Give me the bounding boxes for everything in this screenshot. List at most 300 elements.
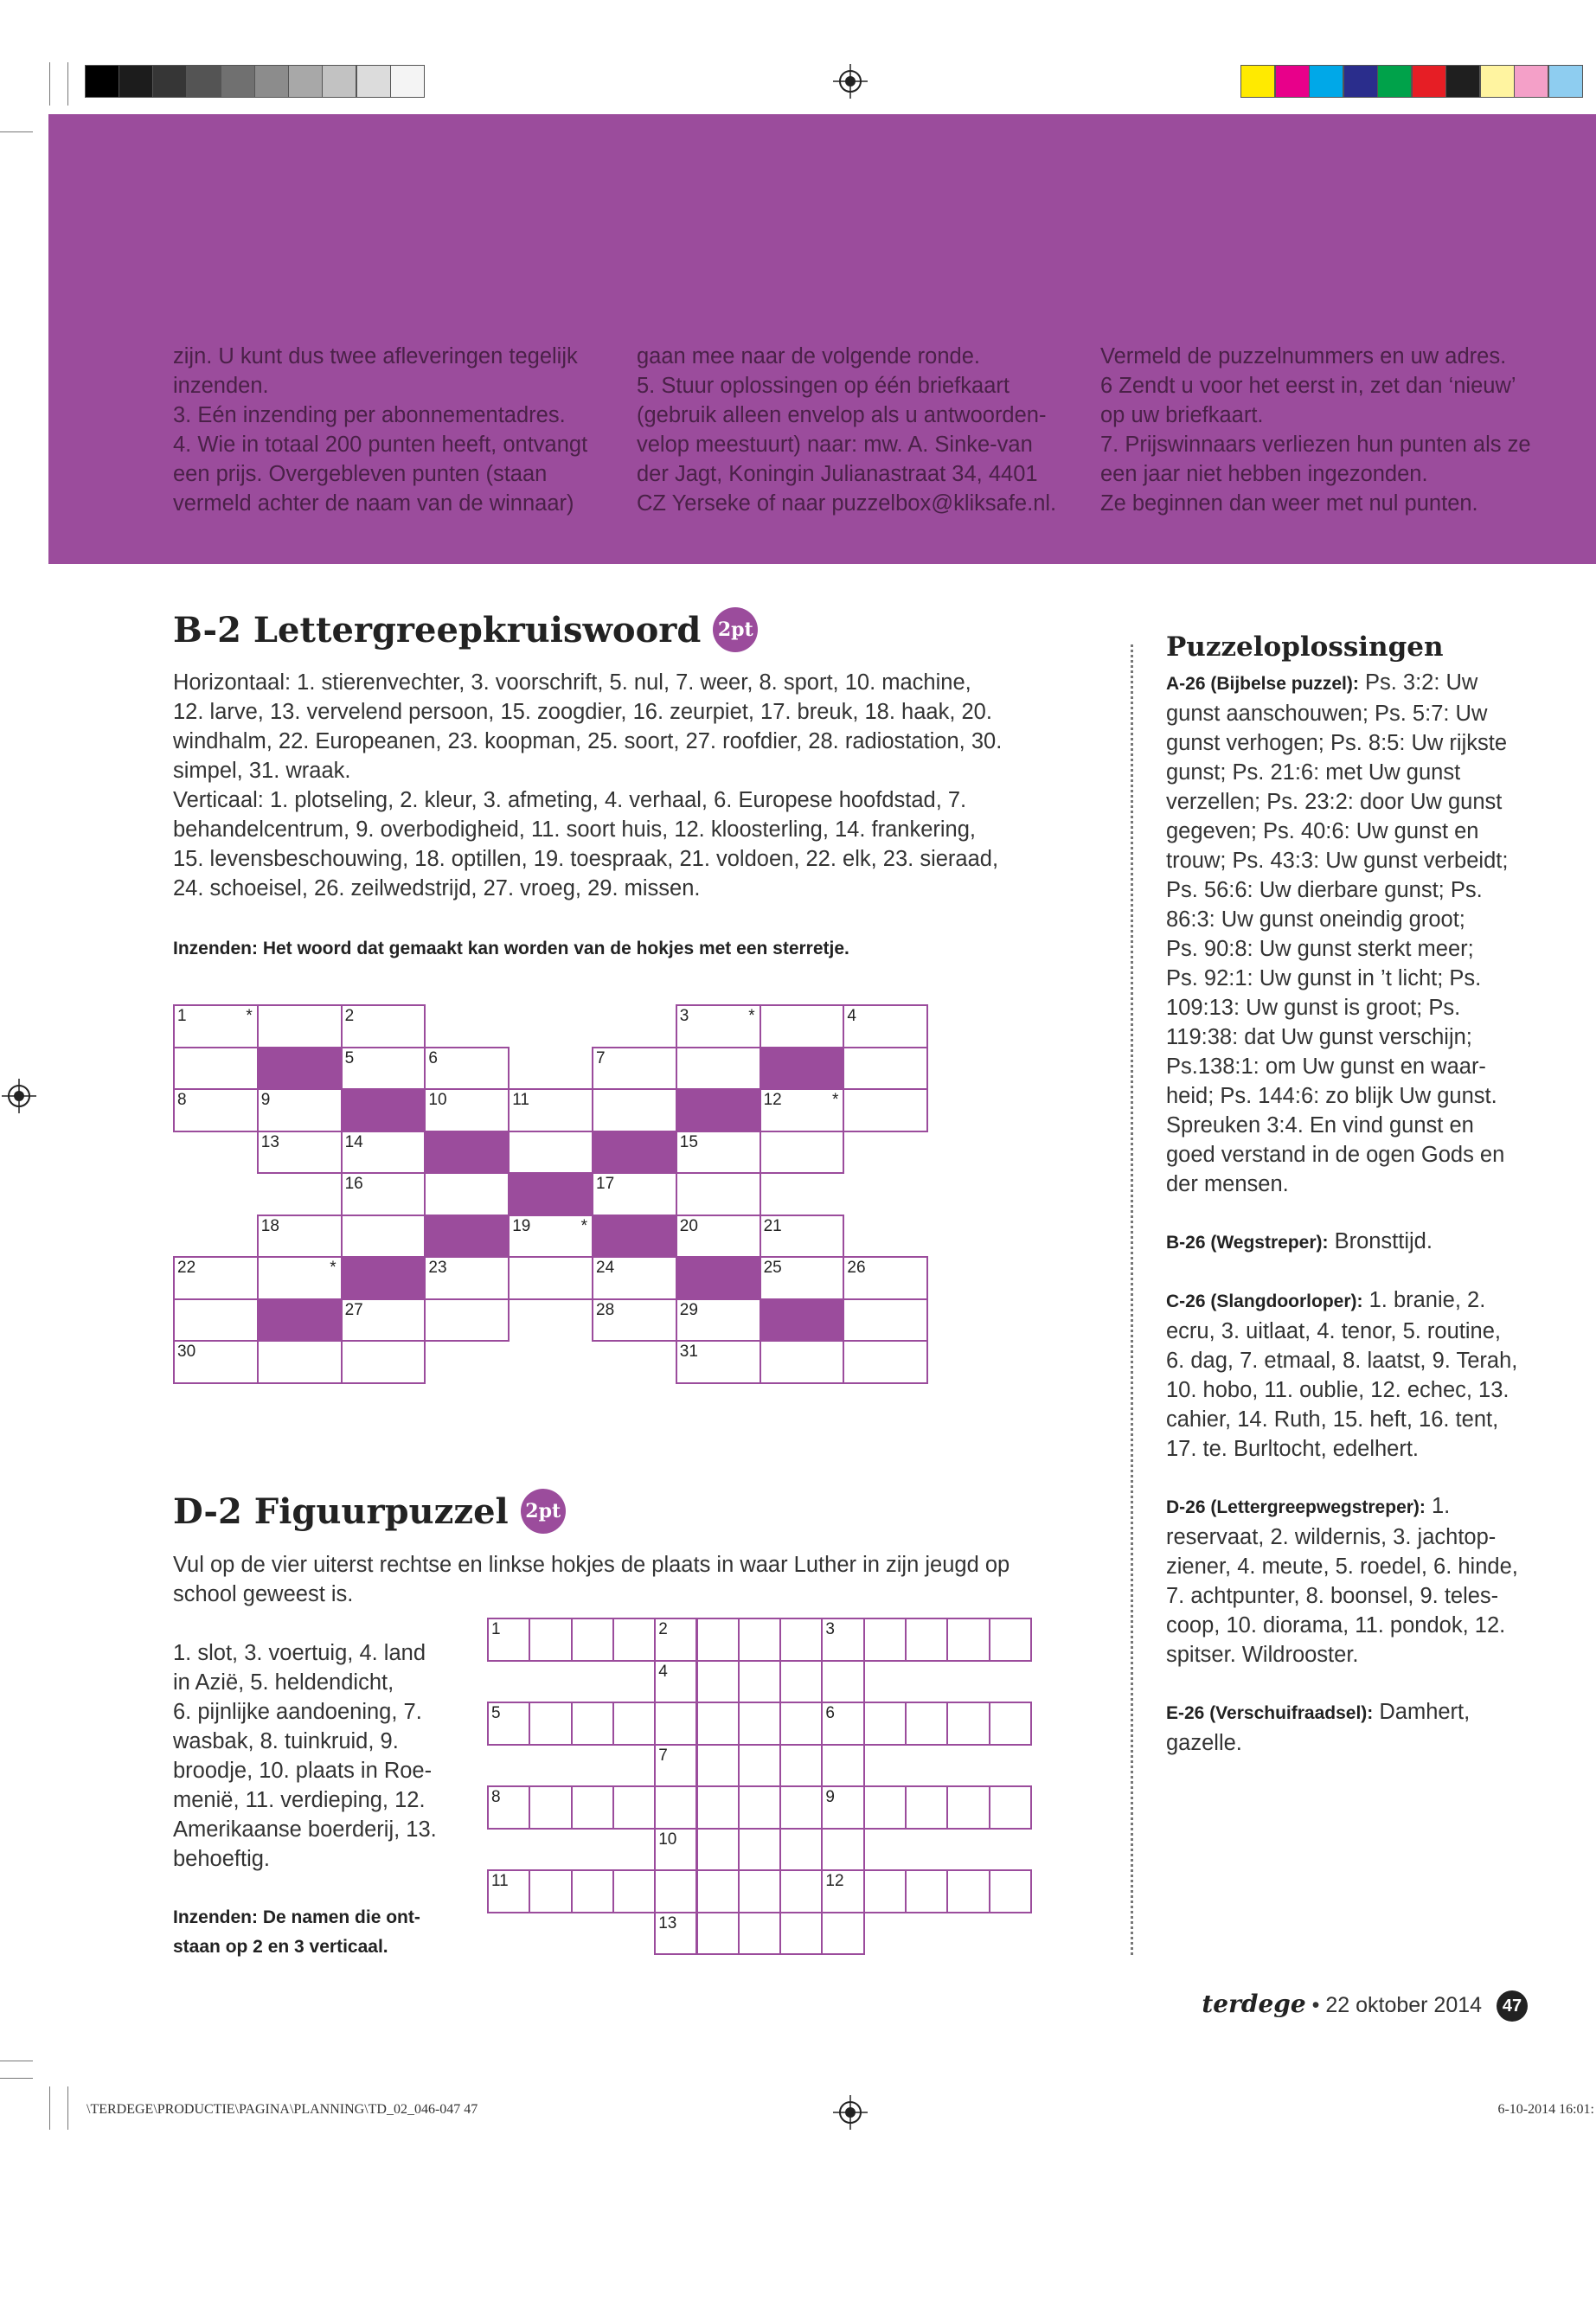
- grid-cell[interactable]: [571, 1702, 614, 1746]
- grid-cell[interactable]: [905, 1618, 948, 1662]
- grid-cell[interactable]: [341, 1340, 426, 1384]
- grid-cell[interactable]: [612, 1869, 656, 1913]
- grid-cell[interactable]: [821, 1702, 864, 1746]
- grid-cell[interactable]: [696, 1912, 740, 1956]
- grid-cell[interactable]: [487, 1618, 530, 1662]
- grid-cell[interactable]: [257, 1088, 343, 1132]
- grid-cell[interactable]: [779, 1912, 823, 1956]
- clue-line: menië, 11. verdieping, 12.: [173, 1788, 426, 1812]
- cell-number: 5: [344, 1048, 355, 1067]
- solution-label: A-26 (Bijbelse puzzel):: [1166, 674, 1359, 694]
- grid-cell[interactable]: [592, 1256, 677, 1300]
- grid-cell[interactable]: [863, 1618, 907, 1662]
- solution-label: B-26 (Wegstreper):: [1166, 1233, 1329, 1253]
- grid-cell[interactable]: [341, 1215, 426, 1259]
- rules-line: Vermeld de puzzelnummers en uw adres.: [1100, 344, 1507, 369]
- rules-line: een jaar niet hebben ingezonden.: [1100, 462, 1428, 486]
- footer-separator: •: [1311, 1993, 1320, 2017]
- cell-number: 22: [177, 1259, 196, 1277]
- b2-submit-note-text: Inzenden: Het woord dat gemaakt kan worden van de hokjes met een sterretje.: [173, 939, 849, 958]
- color-swatch: [1548, 65, 1583, 98]
- rules-line: der Jagt, Koningin Julianastraat 34, 4401: [637, 462, 1038, 486]
- grid-cell[interactable]: [571, 1785, 614, 1830]
- grid-cell[interactable]: [654, 1660, 697, 1704]
- solution-line: trouw; Ps. 43:3: Uw gunst verbeidt;: [1166, 849, 1509, 873]
- solution-line: gegeven; Ps. 40:6: Uw gunst en: [1166, 819, 1479, 843]
- grid-cell[interactable]: [529, 1785, 572, 1830]
- grid-cell[interactable]: [592, 1088, 677, 1132]
- solutions-title: Puzzeloplossingen: [1166, 631, 1444, 663]
- solution-line: Ps.138:1: om Uw gunst en waar-: [1166, 1054, 1486, 1079]
- grid-cell[interactable]: [738, 1828, 781, 1872]
- grid-cell[interactable]: [989, 1869, 1032, 1913]
- page-footer: [1202, 1990, 1528, 2022]
- grid-cell[interactable]: [696, 1702, 740, 1746]
- terdege-logo: terdege: [1202, 1990, 1306, 2018]
- solution-line: reservaat, 2. wildernis, 3. jachtop-: [1166, 1525, 1497, 1549]
- grid-cell[interactable]: [654, 1869, 697, 1913]
- solution-line: Spreuken 3:4. En vind gunst en: [1166, 1113, 1474, 1138]
- grid-cell[interactable]: [696, 1744, 740, 1788]
- grid-cell[interactable]: [821, 1744, 864, 1788]
- clue-line: simpel, 31. wraak.: [173, 759, 351, 783]
- grid-cell[interactable]: [592, 1298, 677, 1343]
- grid-cell[interactable]: [257, 1004, 343, 1048]
- gray-swatch: [187, 65, 221, 98]
- footer-date: 22 oktober 2014: [1325, 1993, 1483, 2017]
- grid-cell[interactable]: [612, 1618, 656, 1662]
- grid-cell[interactable]: [738, 1618, 781, 1662]
- grid-cell[interactable]: [863, 1702, 907, 1746]
- color-swatch: [1275, 65, 1310, 98]
- note-line: staan op 2 en 3 verticaal.: [173, 1937, 388, 1957]
- grid-cell[interactable]: [341, 1298, 426, 1343]
- solution-text: Damhert,: [1373, 1700, 1471, 1724]
- clue-line: 6. pijnlijke aandoening, 7.: [173, 1700, 422, 1724]
- rules-line: op uw briefkaart.: [1100, 403, 1264, 427]
- cell-number: 5: [491, 1704, 501, 1722]
- solution-line: gunst aanschouwen; Ps. 5:7: Uw: [1166, 702, 1488, 726]
- black-cell: [508, 1172, 593, 1216]
- cell-number: 28: [596, 1300, 615, 1319]
- solution-label: C-26 (Slangdoorloper):: [1166, 1292, 1363, 1311]
- grid-cell[interactable]: [676, 1131, 761, 1175]
- solution-line: spitser. Wildrooster.: [1166, 1643, 1359, 1667]
- grid-cell[interactable]: [341, 1131, 426, 1175]
- grid-cell[interactable]: [173, 1047, 259, 1091]
- b2-clues: [173, 668, 1002, 903]
- grid-cell[interactable]: [821, 1912, 864, 1956]
- solution-line: verzellen; Ps. 23:2: door Uw gunst: [1166, 790, 1503, 814]
- grid-cell[interactable]: [779, 1744, 823, 1788]
- grid-cell[interactable]: [592, 1047, 677, 1091]
- color-swatch: [1343, 65, 1378, 98]
- grid-cell[interactable]: [173, 1298, 259, 1343]
- clue-line: behoeftig.: [173, 1847, 271, 1871]
- black-cell: [760, 1047, 845, 1091]
- cell-number: 10: [428, 1091, 447, 1109]
- grid-cell[interactable]: [989, 1702, 1032, 1746]
- black-cell: [341, 1088, 426, 1132]
- column-divider: [1131, 644, 1133, 1955]
- rules-line: inzenden.: [173, 374, 269, 398]
- grid-cell[interactable]: [905, 1869, 948, 1913]
- grid-cell[interactable]: [760, 1340, 845, 1384]
- cell-number: 7: [596, 1048, 606, 1067]
- color-swatch: [1309, 65, 1343, 98]
- b2-title: [173, 610, 758, 656]
- crop-mark: [0, 2078, 33, 2079]
- clue-line: Horizontaal: 1. stierenvechter, 3. voorschrift, 5. nul, 7. weer, 8. sport, 10. machine,: [173, 670, 971, 695]
- crop-mark: [67, 62, 68, 106]
- grid-cell[interactable]: [760, 1004, 845, 1048]
- cell-number: 20: [679, 1216, 698, 1235]
- grid-cell[interactable]: [173, 1256, 259, 1300]
- cell-number: 17: [596, 1175, 615, 1193]
- grid-cell[interactable]: [571, 1618, 614, 1662]
- grid-cell[interactable]: [487, 1869, 530, 1913]
- solution-line: coop, 10. diorama, 11. pondok, 12.: [1166, 1613, 1506, 1638]
- intro-line: Vul op de vier uiterst rechtse en linkse hokjes de plaats in waar Luther in zijn jeugd op: [173, 1553, 1010, 1577]
- clue-line: in Azië, 5. heldendicht,: [173, 1670, 394, 1695]
- rules-line: 4. Wie in totaal 200 punten heeft, ontvangt: [173, 433, 588, 457]
- grid-cell[interactable]: [508, 1131, 593, 1175]
- solution-line: 17. te. Burltocht, edelhert.: [1166, 1437, 1420, 1461]
- grid-cell[interactable]: [760, 1131, 845, 1175]
- grid-cell[interactable]: [821, 1660, 864, 1704]
- black-cell: [257, 1047, 343, 1091]
- cell-number: 13: [658, 1913, 677, 1932]
- grid-cell[interactable]: [738, 1912, 781, 1956]
- solution-line: 119:38: dat Uw gunst verschijn;: [1166, 1025, 1472, 1049]
- cell-number: 4: [847, 1007, 856, 1025]
- grid-cell[interactable]: [905, 1785, 948, 1830]
- solution-b26: [1166, 1227, 1433, 1258]
- b2-crossword-grid: [173, 1004, 927, 1383]
- grid-cell[interactable]: [508, 1215, 593, 1259]
- black-cell: [676, 1088, 761, 1132]
- crop-mark: [0, 131, 33, 132]
- grid-cell[interactable]: [424, 1298, 510, 1343]
- rules-line: velop meestuurt) naar: mw. A. Sinke-van: [637, 433, 1033, 457]
- d2-clues: [173, 1638, 437, 1874]
- gray-swatch: [390, 65, 425, 98]
- cell-number: 12: [825, 1872, 844, 1890]
- intro-line: school geweest is.: [173, 1582, 354, 1606]
- cell-number: 6: [428, 1048, 438, 1067]
- black-cell: [760, 1298, 845, 1343]
- gray-swatch: [322, 65, 356, 98]
- grid-cell[interactable]: [676, 1004, 761, 1048]
- d2-intro: [173, 1550, 1010, 1609]
- gray-swatch: [119, 65, 153, 98]
- cell-number: 9: [825, 1788, 835, 1806]
- black-cell: [257, 1298, 343, 1343]
- cell-number: 11: [491, 1872, 509, 1890]
- black-cell: [592, 1131, 677, 1175]
- color-swatch: [1480, 65, 1515, 98]
- grid-cell[interactable]: [257, 1215, 343, 1259]
- grid-cell[interactable]: [676, 1172, 761, 1216]
- file-slug: \TERDEGE\PRODUCTIE\PAGINA\PLANNING\TD_02_046-047 47: [87, 2102, 478, 2117]
- solution-text: Ps. 3:2: Uw: [1358, 670, 1478, 695]
- grid-cell[interactable]: [424, 1172, 510, 1216]
- grid-cell[interactable]: [738, 1869, 781, 1913]
- d2-points-badge: 2pt: [521, 1489, 566, 1534]
- cell-number: 9: [260, 1091, 271, 1109]
- grid-cell[interactable]: [257, 1340, 343, 1384]
- solution-text: 1. branie, 2.: [1362, 1288, 1486, 1312]
- grid-cell[interactable]: [612, 1702, 656, 1746]
- timestamp-slug: 6-10-2014 16:01:: [1497, 2102, 1594, 2117]
- grid-cell[interactable]: [529, 1702, 572, 1746]
- cell-number: 2: [344, 1007, 355, 1025]
- grid-cell[interactable]: [341, 1172, 426, 1216]
- solution-line: 86:3: Uw gunst oneindig groot;: [1166, 907, 1465, 932]
- grid-cell[interactable]: [424, 1088, 510, 1132]
- color-swatch: [1240, 65, 1275, 98]
- solution-line: gazelle.: [1166, 1731, 1242, 1755]
- solution-line: 109:13: Uw gunst is groot; Ps.: [1166, 996, 1461, 1020]
- grid-cell[interactable]: [508, 1256, 593, 1300]
- b2-submit-note: [173, 934, 849, 964]
- grid-cell[interactable]: [676, 1047, 761, 1091]
- grid-cell[interactable]: [779, 1828, 823, 1872]
- cell-number: 12: [763, 1091, 782, 1109]
- cell-number: 13: [260, 1132, 279, 1151]
- grid-cell[interactable]: [487, 1702, 530, 1746]
- grid-cell[interactable]: [946, 1785, 990, 1830]
- cell-number: 26: [847, 1259, 866, 1277]
- cell-number: 4: [658, 1662, 668, 1681]
- grid-cell[interactable]: [654, 1828, 697, 1872]
- gray-swatch: [356, 65, 391, 98]
- color-swatch: [1445, 65, 1480, 98]
- grid-cell[interactable]: [341, 1004, 426, 1048]
- rules-line: 7. Prijswinnaars verliezen hun punten als ze: [1100, 433, 1531, 457]
- grid-cell[interactable]: [654, 1744, 697, 1788]
- solution-line: 10. hobo, 11. oublie, 12. echec, 13.: [1166, 1378, 1509, 1402]
- solution-line: ecru, 3. uitlaat, 4. tenor, 5. routine,: [1166, 1319, 1501, 1343]
- cell-number: 8: [491, 1788, 501, 1806]
- grid-cell[interactable]: [905, 1702, 948, 1746]
- cell-number: 7: [658, 1746, 668, 1765]
- solution-line: goed verstand in de ogen Gods en: [1166, 1143, 1505, 1167]
- grid-cell[interactable]: [424, 1047, 510, 1091]
- cell-number: 16: [344, 1175, 363, 1193]
- grid-cell[interactable]: [946, 1869, 990, 1913]
- cell-number: 3: [825, 1620, 835, 1638]
- d2-title: [173, 1491, 566, 1537]
- grid-cell[interactable]: [779, 1869, 823, 1913]
- grid-cell[interactable]: [738, 1702, 781, 1746]
- grid-cell[interactable]: [779, 1660, 823, 1704]
- grid-cell[interactable]: [696, 1828, 740, 1872]
- grid-cell[interactable]: [821, 1828, 864, 1872]
- grid-cell[interactable]: [173, 1088, 259, 1132]
- grid-cell[interactable]: [863, 1785, 907, 1830]
- grid-cell[interactable]: [257, 1256, 343, 1300]
- rules-column-3: [1100, 342, 1531, 518]
- grid-cell[interactable]: [696, 1785, 740, 1830]
- rules-line: 6 Zendt u voor het eerst in, zet dan ‘nieuw’: [1100, 374, 1516, 398]
- grid-cell[interactable]: [821, 1785, 864, 1830]
- grid-cell[interactable]: [738, 1660, 781, 1704]
- grid-cell[interactable]: [676, 1215, 761, 1259]
- page-number: 47: [1497, 1990, 1528, 2022]
- solution-line: 7. achtpunter, 8. boonsel, 9. teles-: [1166, 1584, 1499, 1608]
- grid-cell[interactable]: [654, 1785, 697, 1830]
- grid-cell[interactable]: [529, 1618, 572, 1662]
- grid-cell[interactable]: [760, 1215, 845, 1259]
- registration-mark-icon: [2, 1079, 36, 1113]
- d2-title-text: D-2 Figuurpuzzel: [173, 1491, 509, 1532]
- black-cell: [676, 1256, 761, 1300]
- grid-cell[interactable]: [257, 1131, 343, 1175]
- cell-number: 29: [679, 1300, 698, 1319]
- cell-number: 24: [596, 1259, 615, 1277]
- cell-number: 27: [344, 1300, 363, 1319]
- grid-cell[interactable]: [843, 1047, 928, 1091]
- cell-number: 8: [177, 1091, 187, 1109]
- solution-line: gunst verhogen; Ps. 8:5: Uw rijkste: [1166, 731, 1508, 755]
- crop-mark: [49, 2086, 50, 2130]
- grid-cell[interactable]: [946, 1702, 990, 1746]
- grid-cell[interactable]: [676, 1340, 761, 1384]
- black-cell: [341, 1256, 426, 1300]
- crop-mark: [67, 2086, 68, 2130]
- clue-line: wasbak, 8. tuinkruid, 9.: [173, 1729, 399, 1753]
- crop-mark: [49, 62, 50, 106]
- rules-line: CZ Yerseke of naar puzzelbox@kliksafe.nl.: [637, 491, 1057, 516]
- solution-line: Ps. 92:1: Uw gunst in ’t licht; Ps.: [1166, 966, 1482, 990]
- grid-cell[interactable]: [592, 1172, 677, 1216]
- clue-line: behandelcentrum, 9. overbodigheid, 11. soort huis, 12. kloosterling, 14. frankering,: [173, 817, 977, 842]
- grid-cell[interactable]: [843, 1298, 928, 1343]
- grid-cell[interactable]: [654, 1912, 697, 1956]
- cell-number: 15: [679, 1132, 698, 1151]
- grid-cell[interactable]: [676, 1298, 761, 1343]
- grid-cell[interactable]: [989, 1618, 1032, 1662]
- rules-line: vermeld achter de naam van de winnaar): [173, 491, 574, 516]
- star-marker: *: [580, 1216, 587, 1235]
- grid-cell[interactable]: [863, 1869, 907, 1913]
- clue-line: Verticaal: 1. plotseling, 2. kleur, 3. afmeting, 4. verhaal, 6. Europese hoofdstad, 7.: [173, 788, 967, 812]
- black-cell: [424, 1131, 510, 1175]
- star-marker: *: [330, 1259, 337, 1277]
- grid-cell[interactable]: [696, 1869, 740, 1913]
- gray-swatch: [288, 65, 323, 98]
- grid-cell[interactable]: [843, 1088, 928, 1132]
- solution-text: 1.: [1425, 1494, 1451, 1518]
- solution-line: cahier, 14. Ruth, 15. heft, 16. tent,: [1166, 1407, 1499, 1432]
- grid-cell[interactable]: [779, 1702, 823, 1746]
- cell-number: 11: [512, 1091, 529, 1109]
- grid-cell[interactable]: [760, 1256, 845, 1300]
- cell-number: 25: [763, 1259, 782, 1277]
- color-swatch: [1412, 65, 1446, 98]
- registration-mark-icon: [833, 64, 868, 99]
- solution-line: Ps. 90:8: Uw gunst sterkt meer;: [1166, 937, 1474, 961]
- star-marker: *: [831, 1091, 839, 1109]
- b2-title-text: B-2 Lettergreepkruiswoord: [173, 610, 702, 651]
- grid-cell[interactable]: [696, 1660, 740, 1704]
- gray-swatch: [221, 65, 255, 98]
- grid-cell[interactable]: [989, 1785, 1032, 1830]
- grid-cell[interactable]: [612, 1785, 656, 1830]
- grid-cell[interactable]: [696, 1618, 740, 1662]
- gray-swatch: [152, 65, 187, 98]
- grid-cell[interactable]: [779, 1785, 823, 1830]
- solution-a26: [1166, 668, 1508, 1199]
- grid-cell[interactable]: [424, 1256, 510, 1300]
- cell-number: 3: [679, 1007, 689, 1025]
- rules-line: (gebruik alleen envelop als u antwoorden-: [637, 403, 1047, 427]
- clue-line: Amerikaanse boerderij, 13.: [173, 1817, 437, 1842]
- grid-cell[interactable]: [738, 1744, 781, 1788]
- grid-cell[interactable]: [654, 1618, 697, 1662]
- solution-text: Bronsttijd.: [1328, 1229, 1433, 1253]
- star-marker: *: [748, 1007, 755, 1025]
- d2-submit-note: [173, 1903, 420, 1962]
- grid-cell[interactable]: [571, 1869, 614, 1913]
- solution-e26: [1166, 1697, 1470, 1758]
- grid-cell[interactable]: [946, 1618, 990, 1662]
- grid-cell[interactable]: [529, 1869, 572, 1913]
- registration-mark-icon: [833, 2095, 868, 2130]
- grid-cell[interactable]: [760, 1088, 845, 1132]
- color-swatch: [1514, 65, 1548, 98]
- cell-number: 1: [177, 1007, 187, 1025]
- grid-cell[interactable]: [779, 1618, 823, 1662]
- solution-line: heid; Ps. 144:6: zo blijk Uw gunst.: [1166, 1084, 1497, 1108]
- cell-number: 1: [491, 1620, 501, 1638]
- clue-line: 1. slot, 3. voertuig, 4. land: [173, 1641, 426, 1665]
- grid-cell[interactable]: [843, 1256, 928, 1300]
- solution-line: 6. dag, 7. etmaal, 8. laatst, 9. Terah,: [1166, 1349, 1518, 1373]
- grid-cell[interactable]: [341, 1047, 426, 1091]
- rules-line: een prijs. Overgebleven punten (staan: [173, 462, 548, 486]
- gray-swatch: [254, 65, 289, 98]
- grid-cell[interactable]: [654, 1702, 697, 1746]
- rules-column-2: [637, 342, 1056, 518]
- cell-number: 14: [344, 1132, 363, 1151]
- grid-cell[interactable]: [173, 1004, 259, 1048]
- grid-cell[interactable]: [843, 1004, 928, 1048]
- rules-line: zijn. U kunt dus twee afleveringen tegelijk: [173, 344, 578, 369]
- star-marker: *: [246, 1007, 253, 1025]
- grid-cell[interactable]: [738, 1785, 781, 1830]
- solution-d26: [1166, 1491, 1518, 1670]
- cell-number: 19: [512, 1216, 531, 1235]
- gray-swatch: [85, 65, 119, 98]
- d2-figure-grid: [487, 1618, 1032, 1955]
- grid-cell[interactable]: [821, 1618, 864, 1662]
- rules-line: 3. Eén inzending per abonnementadres.: [173, 403, 566, 427]
- grid-cell[interactable]: [173, 1340, 259, 1384]
- rules-line: gaan mee naar de volgende ronde.: [637, 344, 980, 369]
- grid-cell[interactable]: [821, 1869, 864, 1913]
- grid-cell[interactable]: [487, 1785, 530, 1830]
- cell-number: 18: [260, 1216, 279, 1235]
- solution-line: gunst; Ps. 21:6: met Uw gunst: [1166, 760, 1461, 785]
- black-cell: [592, 1215, 677, 1259]
- solution-label: D-26 (Lettergreepwegstreper):: [1166, 1497, 1426, 1517]
- solution-label: E-26 (Verschuifraadsel):: [1166, 1703, 1374, 1723]
- grid-cell[interactable]: [508, 1088, 593, 1132]
- note-line: Inzenden: De namen die ont-: [173, 1907, 420, 1927]
- grid-cell[interactable]: [843, 1340, 928, 1384]
